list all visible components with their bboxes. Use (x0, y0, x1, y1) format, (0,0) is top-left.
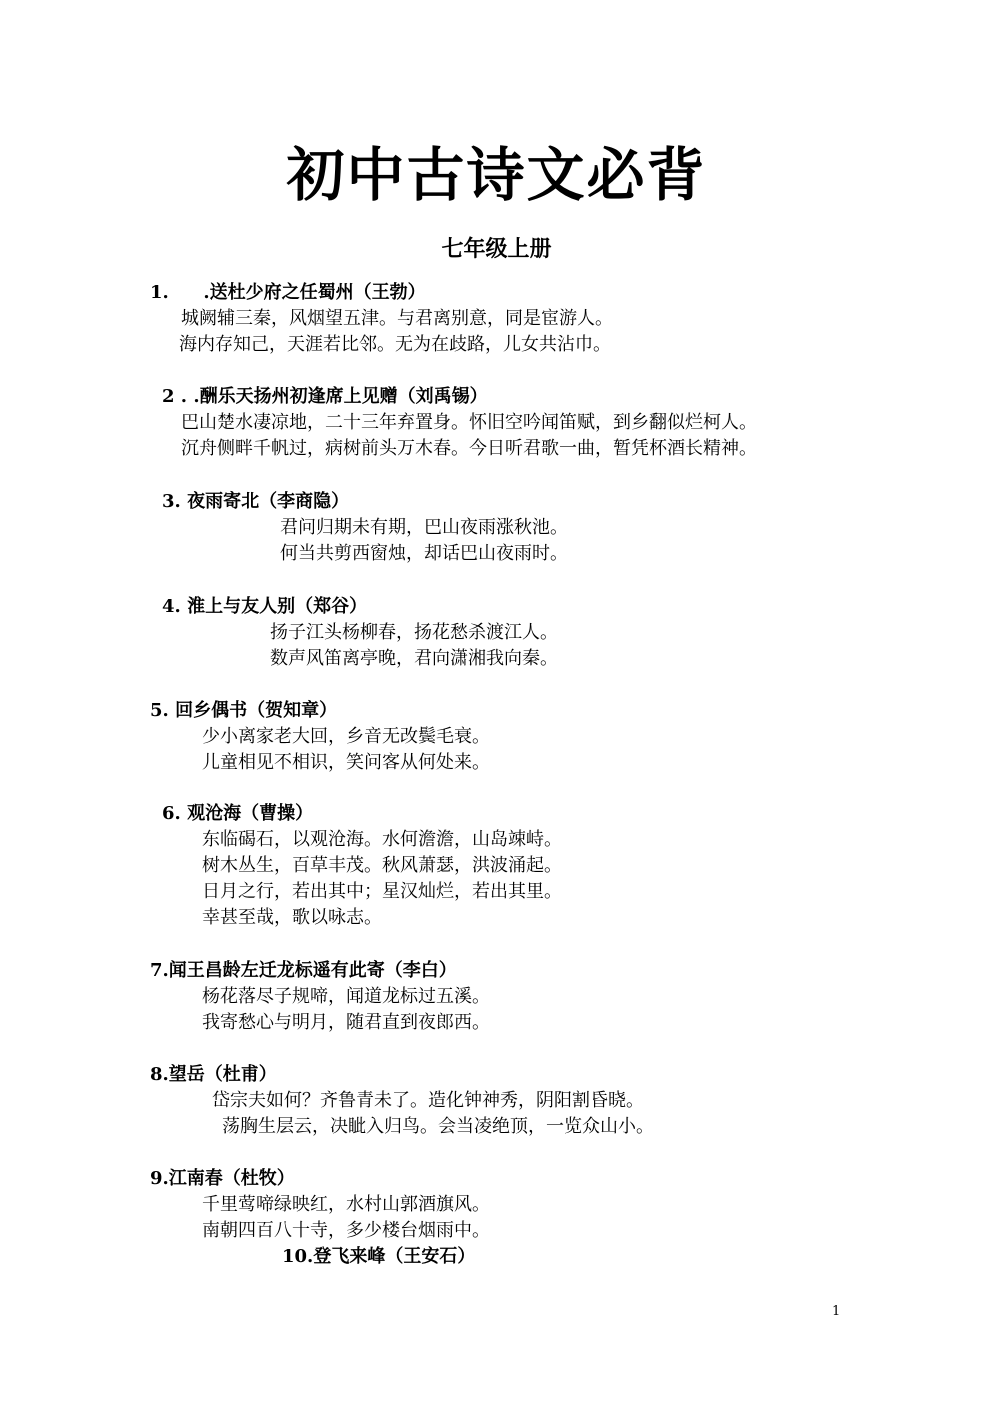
poem-title: .酬乐天扬州初逢席上见赠（刘禹锡） (193, 386, 488, 407)
poem-number: 2 . (162, 386, 188, 407)
poem-number: 9. (150, 1168, 169, 1189)
poem-line: 岱宗夫如何？齐鲁青未了。造化钟神秀，阴阳割昏晓。 (212, 1090, 644, 1111)
poem-line: 幸甚至哉，歌以咏志。 (202, 907, 382, 928)
poem-line: 巴山楚水凄凉地，二十三年弃置身。怀旧空吟闻笛赋，到乡翻似烂柯人。 (181, 412, 757, 433)
page-title: 初中古诗文必背 (286, 141, 707, 209)
poem-line: 君问归期未有期，巴山夜雨涨秋池。 (280, 517, 568, 538)
poem-line: 南朝四百八十寺，多少楼台烟雨中。 (202, 1220, 490, 1241)
poem-line: 何当共剪西窗烛，却话巴山夜雨时。 (280, 543, 568, 564)
poem-title: 登飞来峰（王安石） (313, 1246, 476, 1267)
poem-title: 江南春（杜牧） (168, 1168, 295, 1189)
poem-number: 6. (162, 803, 181, 824)
poem-heading (162, 801, 313, 827)
poem-line: 海内存知己，天涯若比邻。无为在歧路，儿女共沾巾。 (179, 334, 611, 355)
poem-line: 儿童相见不相识，笑问客从何处来。 (202, 752, 490, 773)
poem-heading (162, 384, 488, 410)
poem-line: 千里莺啼绿映红，水村山郭酒旗风。 (202, 1194, 490, 1215)
poem-line: 沉舟侧畔千帆过，病树前头万木春。今日听君歌一曲，暂凭杯酒长精神。 (181, 438, 757, 459)
poem-title: 回乡偶书（贺知章） (175, 700, 338, 721)
poem-heading (150, 1062, 277, 1088)
page-number: 1 (832, 1304, 841, 1319)
poem-heading (150, 280, 426, 306)
poem-title: 观沧海（曹操） (187, 803, 314, 824)
poem-line: 杨花落尽子规啼，闻道龙标过五溪。 (202, 986, 490, 1007)
poem-line: 我寄愁心与明月，随君直到夜郎西。 (202, 1012, 490, 1033)
poem-line: 树木丛生，百草丰茂。秋风萧瑟，洪波涌起。 (202, 855, 562, 876)
poem-title: 淮上与友人别（郑谷） (187, 596, 368, 617)
poem-number: 3. (162, 491, 181, 512)
poem-heading (162, 594, 367, 620)
poem-number: 4. (162, 596, 181, 617)
poem-number: 5. (150, 700, 169, 721)
poem-number: 10. (282, 1246, 314, 1267)
poem-line: 东临碣石，以观沧海。水何澹澹，山岛竦峙。 (202, 829, 562, 850)
poem-title: 闻王昌龄左迁龙标遥有此寄（李白） (168, 960, 457, 981)
poem-heading (150, 1166, 295, 1192)
poem-title: .送杜少府之任蜀州（王勃） (203, 282, 426, 303)
poem-line: 日月之行，若出其中；星汉灿烂，若出其里。 (202, 881, 562, 902)
poem-line: 城阙辅三秦，风烟望五津。与君离别意，同是宦游人。 (181, 308, 613, 329)
poem-line: 荡胸生层云，决眦入归鸟。会当凌绝顶，一览众山小。 (222, 1116, 654, 1137)
poem-number: 8. (150, 1064, 169, 1085)
poem-heading (150, 698, 337, 724)
section-subtitle: 七年级上册 (441, 236, 552, 262)
poem-heading (162, 489, 349, 515)
poem-line: 扬子江头杨柳春，扬花愁杀渡江人。 (270, 622, 558, 643)
poem-title: 望岳（杜甫） (168, 1064, 277, 1085)
poem-title: 夜雨寄北（李商隐） (187, 491, 350, 512)
poem-heading (282, 1244, 475, 1270)
poem-line: 数声风笛离亭晚，君向潇湘我向秦。 (270, 648, 558, 669)
poem-number: 7. (150, 960, 169, 981)
poem-line: 少小离家老大回，乡音无改鬓毛衰。 (202, 726, 490, 747)
poem-number: 1. (150, 282, 169, 303)
poem-heading (150, 958, 457, 984)
